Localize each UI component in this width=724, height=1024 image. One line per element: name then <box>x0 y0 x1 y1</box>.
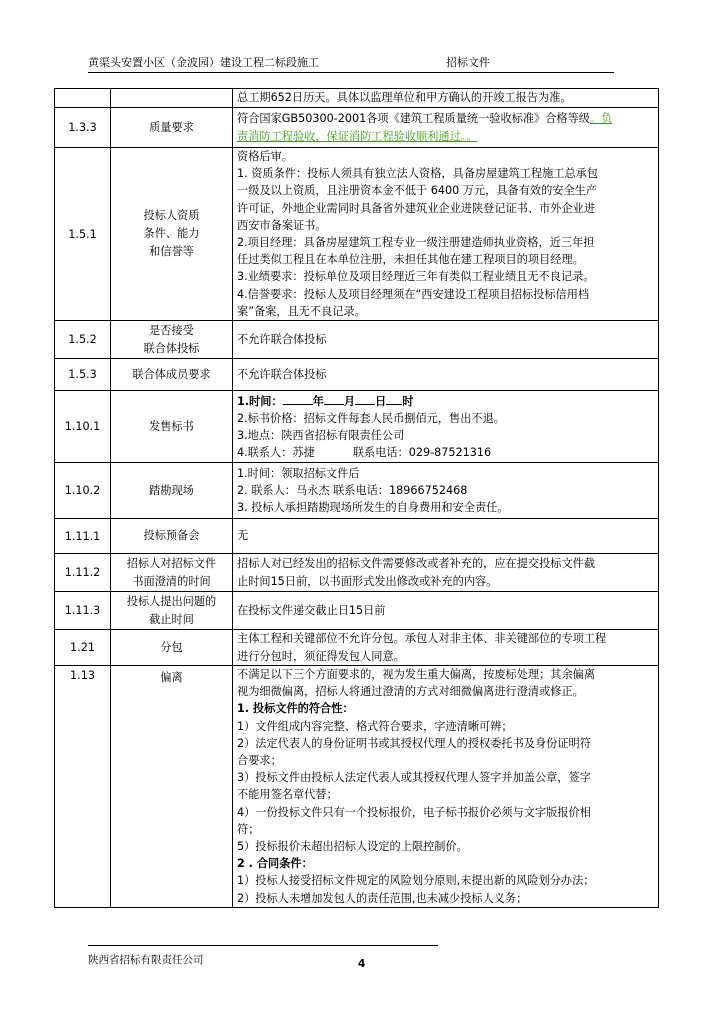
table-row-1-10-1 <box>55 391 659 463</box>
compliance-line: 合要求； <box>237 754 282 768</box>
sale-place-line: 3.地点：陕西省招标有限责任公司 <box>237 429 405 443</box>
qualification-line: 任过类似工程且在本单位注册，未担任其他在建工程项目的项目经理。 <box>237 253 584 267</box>
row-number: 1.10.1 <box>55 391 111 463</box>
compliance-line: 4）一份投标文件只有一个投标报价，电子标书报价必须与文字版报价相 <box>237 805 591 819</box>
qualification-line: 西安市备案证书。 <box>237 218 327 232</box>
compliance-line: 5）投标报价未超出招标人设定的上限控制价。 <box>237 840 468 854</box>
row-item-label: 分包 <box>111 630 233 666</box>
row-number: 1.3.3 <box>55 108 111 148</box>
site-visit-line: 2. 联系人：马永杰 联系电话：18966752468 <box>237 483 468 497</box>
qualification-line: 许可证，外地企业需同时具备省外建筑业企业进陕登记证书、市外企业进 <box>237 201 596 215</box>
qualification-line: 3.业绩要求：投标单位及项目经理近三年有类似工程业绩且无不良记录。 <box>237 270 595 284</box>
table-row-duration-continued <box>55 89 659 108</box>
table-row-1-10-2 <box>55 463 659 519</box>
site-visit-line: 1.时间：领取招标文件后 <box>237 466 360 480</box>
row-number: 1.11.2 <box>55 554 111 592</box>
sale-contact-line: 4.联系人：苏捷 联系电话：029-87521316 <box>237 446 492 460</box>
qualification-line: 4.信誉要求：投标人及项目经理须在“西安建设工程项目招标投标信用档 <box>237 287 590 301</box>
table-row-1-5-3 <box>55 359 659 391</box>
table-row-1-21 <box>55 630 659 666</box>
row-content: 在投标文件递交截止日15日前 <box>233 592 659 630</box>
compliance-line: 符； <box>237 822 260 836</box>
sale-time-line: 1.时间： 年 月 日 时 <box>237 392 654 410</box>
row-item-label: 投标预备会 <box>111 519 233 554</box>
tender-data-table <box>54 88 659 908</box>
contract-section-title: 2 . 合同条件： <box>237 857 313 871</box>
row-item-label: 质量要求 <box>111 108 233 148</box>
compliance-line: 2）法定代表人的身份证明书或其授权代理人的授权委托书及身份证明符 <box>237 736 591 750</box>
qualification-line: 2.项目经理：具备房屋建筑工程专业一级注册建造师执业资格，近三年担 <box>237 236 595 250</box>
row-content: 不允许联合体投标 <box>233 321 659 359</box>
table-row-1-5-2 <box>55 321 659 359</box>
row-number: 1.10.2 <box>55 463 111 519</box>
row-item-label: 联合体投标 <box>143 341 200 355</box>
row-content: 不允许联合体投标 <box>233 359 659 391</box>
table-row-1-11-3 <box>55 592 659 630</box>
qualification-line: 案”备案，且无不良记录。 <box>237 304 366 318</box>
clarification-line: 止时间15日前，以书面形式发出修改或补充的内容。 <box>237 574 498 588</box>
row-item-label: 截止时间 <box>149 612 194 626</box>
row-item-label: 条件、能力 <box>143 227 200 241</box>
subcontract-line: 主体工程和关键部位不允许分包。承包人对非主体、非关键部位的专项工程 <box>237 632 607 646</box>
table-row-1-13 <box>55 666 659 908</box>
compliance-line: 3）投标文件由投标人法定代表人或其授权代理人签字并加盖公章，签字 <box>237 771 591 785</box>
row-number: 1.11.3 <box>55 592 111 630</box>
row-number: 1.21 <box>55 630 111 666</box>
qualification-line: 资格后审。 <box>237 150 293 163</box>
fire-acceptance-tracked-text: 。负 <box>589 112 613 126</box>
compliance-line: 不能用签名章代替； <box>237 788 338 802</box>
row-content: 无 <box>233 519 659 554</box>
row-number: 1.5.3 <box>55 359 111 391</box>
quality-standard-text: 符合国家GB50300-2001各项《建筑工程质量统一验收标准》合格等级 <box>237 112 590 126</box>
site-visit-line: 3. 投标人承担踏勘现场所发生的自身费用和安全责任。 <box>237 501 509 515</box>
row-item-label: 和信誉等 <box>149 245 194 259</box>
deviation-intro-line: 视为细微偏离，招标人将通过澄清的方式对细微偏离进行澄清或修正。 <box>237 685 584 699</box>
duration-continued-text: 总工期652日历天。具体以监理单位和甲方确认的开竣工报告为准。 <box>237 91 572 105</box>
qualification-line: 1. 资质条件：投标人须具有独立法人资格，具备房屋建筑工程施工总承包 <box>237 167 599 181</box>
row-item-label: 发售标书 <box>111 391 233 463</box>
compliance-line: 1）文件组成内容完整、格式符合要求，字迹清晰可辨； <box>237 719 513 733</box>
row-item-label: 投标人提出问题的 <box>126 594 217 608</box>
footer-rule <box>88 945 438 946</box>
contract-line: 1）投标人接受招标文件规定的风险划分原则,未提出新的风险划分办法； <box>237 874 595 888</box>
row-number: 1.11.1 <box>55 519 111 554</box>
row-item-label: 招标人对招标文件 <box>126 556 217 570</box>
document-price-line: 2.标书价格：招标文件每套人民币捌佰元，售出不退。 <box>237 411 505 425</box>
row-item-label: 偏离 <box>111 666 233 908</box>
deviation-intro-line: 不满足以下三个方面要求的，视为发生重大偏离，按废标处理；其余偏离 <box>237 668 596 682</box>
subcontract-line: 进行分包时，须征得发包人同意。 <box>237 649 405 663</box>
header-project-title: 黄渠头安置小区（金波园）建设工程二标段施工 <box>88 56 319 69</box>
row-number: 1.5.2 <box>55 321 111 359</box>
row-number: 1.5.1 <box>55 148 111 321</box>
header-document-type: 招标文件 <box>446 56 490 69</box>
row-item-label: 是否接受 <box>149 323 194 337</box>
row-item-label: 联合体成员要求 <box>111 359 233 391</box>
row-number: 1.13 <box>55 666 111 908</box>
contract-line: 2）投标人未增加发包人的责任范围,也未减少投标人义务； <box>237 891 528 905</box>
table-row-1-11-2 <box>55 554 659 592</box>
row-item-label: 书面澄清的时间 <box>132 574 211 588</box>
clarification-line: 招标人对已经发出的招标文件需要修改或者补充的，应在提交投标文件截 <box>237 557 596 571</box>
qualification-line: 一级及以上资质，且注册资本金不低于 6400 万元，具备有效的安全生产 <box>237 184 598 198</box>
footer-company: 陕西省招标有限责任公司 <box>88 954 204 966</box>
table-row-1-5-1 <box>55 148 659 321</box>
table-row-1-3-3 <box>55 108 659 148</box>
page-header <box>88 52 614 73</box>
page-number: 4 <box>358 958 366 970</box>
fire-acceptance-tracked-text-2: 责消防工程验收，保证消防工程验收顺利通过。。 <box>237 129 478 143</box>
row-item-label: 踏勘现场 <box>111 463 233 519</box>
row-item-label: 投标人资质 <box>143 209 200 223</box>
table-row-1-11-1 <box>55 519 659 554</box>
compliance-section-title: 1. 投标文件的符合性： <box>237 702 354 716</box>
